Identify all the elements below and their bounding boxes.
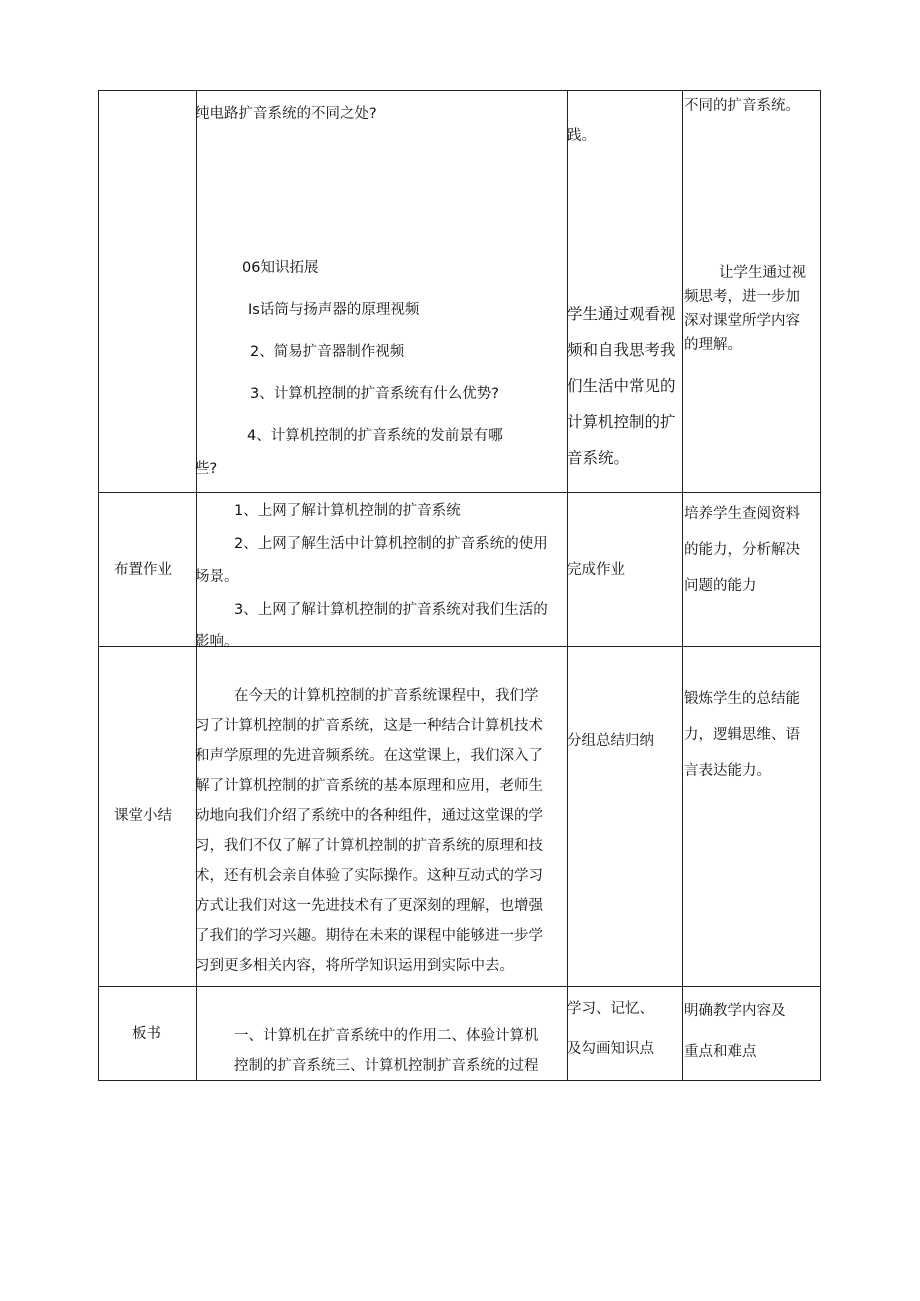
content-line: 4、计算机控制的扩音系统的发前景有哪 — [247, 428, 503, 444]
table-column-divider — [682, 90, 683, 1081]
student-activity: 频和自我思考我 — [567, 341, 676, 359]
content-line: Is话筒与扬声器的原理视频 — [248, 302, 420, 318]
content-line: 控制的扩音系统三、计算机控制扩音系统的过程 — [234, 1058, 539, 1074]
design-intent: 言表达能力。 — [684, 763, 771, 779]
content-line: 解了计算机控制的扩音系统的基本原理和应用，老师生 — [195, 778, 543, 794]
row-label-homework: 布置作业 — [114, 562, 172, 578]
design-intent: 锻炼学生的总结能 — [684, 691, 800, 707]
content-line: 术，还有机会亲自体验了实际操作。这种互动式的学习 — [195, 868, 543, 884]
content-line: 和声学原理的先进音频系统。在这堂课上，我们深入了 — [195, 748, 543, 764]
content-line: 纯电路扩音系统的不同之处? — [195, 106, 377, 122]
content-line: 在今天的计算机控制的扩音系统课程中，我们学 — [234, 688, 539, 704]
student-activity: 学习、记忆、 — [567, 1001, 654, 1017]
content-line: 了我们的学习兴趣。期待在未来的课程中能够进一步学 — [195, 928, 543, 944]
design-intent: 频思考，进一步加 — [684, 289, 800, 305]
content-line: 2、简易扩音器制作视频 — [250, 344, 405, 360]
student-activity: 音系统。 — [567, 449, 630, 467]
content-line: 影响。 — [195, 634, 239, 650]
design-intent: 培养学生查阅资料 — [684, 506, 800, 522]
student-activity: 完成作业 — [567, 562, 625, 578]
content-line: 3、上网了解计算机控制的扩音系统对我们生活的 — [234, 602, 548, 618]
content-line: 1、上网了解计算机控制的扩音系统 — [234, 503, 461, 519]
student-activity: 学生通过观看视 — [567, 305, 676, 323]
design-intent: 的理解。 — [684, 337, 742, 353]
student-activity: 践。 — [567, 128, 596, 144]
design-intent: 让学生通过视 — [719, 265, 806, 281]
student-activity: 及勾画知识点 — [567, 1041, 654, 1057]
section-heading: 06知识拓展 — [242, 260, 319, 276]
design-intent: 不同的扩音系统。 — [684, 98, 800, 114]
design-intent: 明确教学内容及 — [684, 1003, 786, 1019]
design-intent: 的能力，分析解决 — [684, 542, 800, 558]
table-border-top — [98, 90, 821, 91]
student-activity: 分组总结归纳 — [567, 733, 654, 749]
content-line: 方式让我们对这一先进技术有了更深刻的理解，也增强 — [195, 898, 543, 914]
design-intent: 问题的能力 — [684, 578, 757, 594]
row-label-blackboard: 板书 — [132, 1026, 161, 1042]
design-intent: 力，逻辑思维、语 — [684, 727, 800, 743]
content-line: 些? — [195, 461, 218, 477]
table-border-left — [98, 90, 99, 1081]
content-line: 场景。 — [195, 569, 239, 585]
design-intent: 重点和难点 — [684, 1044, 757, 1060]
student-activity: 们生活中常见的 — [567, 377, 676, 395]
row-label-summary: 课堂小结 — [114, 808, 172, 824]
table-row-divider — [98, 492, 821, 493]
content-line: 习到更多相关内容，将所学知识运用到实际中去。 — [195, 958, 514, 974]
table-row-divider — [98, 986, 821, 987]
student-activity: 计算机控制的扩 — [567, 413, 676, 431]
content-line: 动地向我们介绍了系统中的各种组件，通过这堂课的学 — [195, 808, 543, 824]
design-intent: 深对课堂所学内容 — [684, 313, 800, 329]
content-line: 习，我们不仅了解了计算机控制的扩音系统的原理和技 — [195, 838, 543, 854]
table-column-divider — [567, 90, 568, 1081]
content-line: 3、计算机控制的扩音系统有什么优势? — [250, 386, 499, 402]
table-border-bottom — [98, 1080, 821, 1081]
content-line: 2、上网了解生活中计算机控制的扩音系统的使用 — [234, 536, 548, 552]
content-line: 一、计算机在扩音系统中的作用二、体验计算机 — [234, 1028, 539, 1044]
content-line: 习了计算机控制的扩音系统，这是一种结合计算机技术 — [195, 718, 543, 734]
table-border-right — [820, 90, 821, 1081]
